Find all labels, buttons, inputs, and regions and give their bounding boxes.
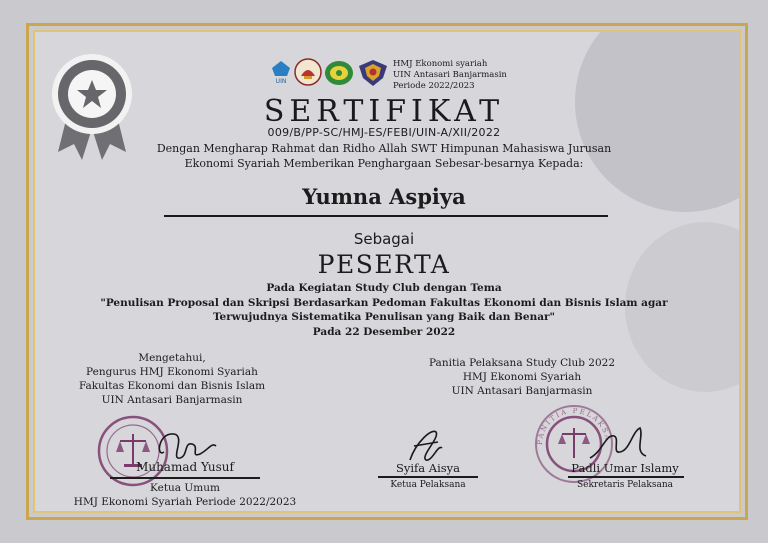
signature-line	[110, 477, 260, 479]
signer-title	[60, 481, 310, 509]
signer-name: Padli Umar Islamy	[571, 461, 679, 475]
signer-name: Syifa Aisya	[395, 461, 461, 475]
stamp-text: PANITIA PELAKSA	[535, 406, 612, 446]
left-line: Pengurus HMJ Ekonomi Syariah	[86, 366, 258, 378]
org-line: UIN Antasari Banjarmasin	[393, 70, 507, 80]
faculty-logo	[294, 58, 322, 86]
role-title: PESERTA	[317, 250, 451, 279]
signer-org: HMJ Ekonomi Syariah Periode 2022/2023	[73, 496, 297, 508]
certificate-number: 009/B/PP-SC/HMJ-ES/FEBI/UIN-A/XII/2022	[267, 126, 501, 139]
signer-role: Ketua Pelaksana	[390, 480, 466, 490]
event-date: Pada 22 Desember 2022	[312, 325, 456, 338]
intro-text	[0, 141, 768, 171]
as-label: Sebagai	[353, 230, 415, 248]
intro-line: Ekonomi Syariah Memberikan Penghargaan Sebesar-besarnya Kepada:	[184, 157, 584, 170]
left-line: UIN Antasari Banjarmasin	[101, 394, 243, 406]
org-line: Periode 2022/2023	[393, 81, 475, 91]
signer-role: Sekretaris Pelaksana	[576, 480, 674, 490]
left-acknowledgement	[72, 351, 272, 407]
org-line: HMJ Ekonomi syariah	[393, 59, 488, 69]
signer-role: Ketua Umum	[150, 482, 220, 494]
signature-line	[378, 476, 478, 478]
uin-logo	[271, 60, 291, 84]
right-line: HMJ Ekonomi Syariah	[462, 371, 582, 383]
left-line: Mengetahui,	[138, 352, 206, 364]
right-line: UIN Antasari Banjarmasin	[451, 385, 593, 397]
right-line: Panitia Pelaksana Study Club 2022	[428, 357, 616, 369]
signer-name: Muhamad Yusuf	[136, 460, 234, 474]
signature-mark	[584, 422, 654, 466]
event-theme: Terwujudnya Sistematika Penulisan yang Baik dan Benar"	[212, 311, 556, 323]
intro-line: Dengan Mengharap Rahmat dan Ridho Allah SWT Himpunan Mahasiswa Jurusan	[156, 142, 612, 155]
left-line: Fakultas Ekonomi dan Bisnis Islam	[78, 380, 266, 392]
club-logo	[357, 56, 389, 88]
hmj-logo	[324, 58, 354, 86]
event-line: Pada Kegiatan Study Club dengan Tema	[266, 282, 502, 294]
event-theme: "Penulisan Proposal dan Skripsi Berdasarkan Pedoman Fakultas Ekonomi dan Bisnis Islam agar	[100, 296, 668, 309]
certificate-title: SERTIFIKAT	[263, 94, 505, 129]
recipient-name: Yumna Aspiya	[302, 184, 466, 209]
header-org-text	[393, 59, 507, 92]
right-committee	[412, 356, 632, 398]
event-text	[0, 281, 768, 339]
signature-line	[568, 476, 684, 478]
recipient-underline	[164, 215, 608, 217]
svg-text:UIN: UIN	[275, 78, 287, 84]
